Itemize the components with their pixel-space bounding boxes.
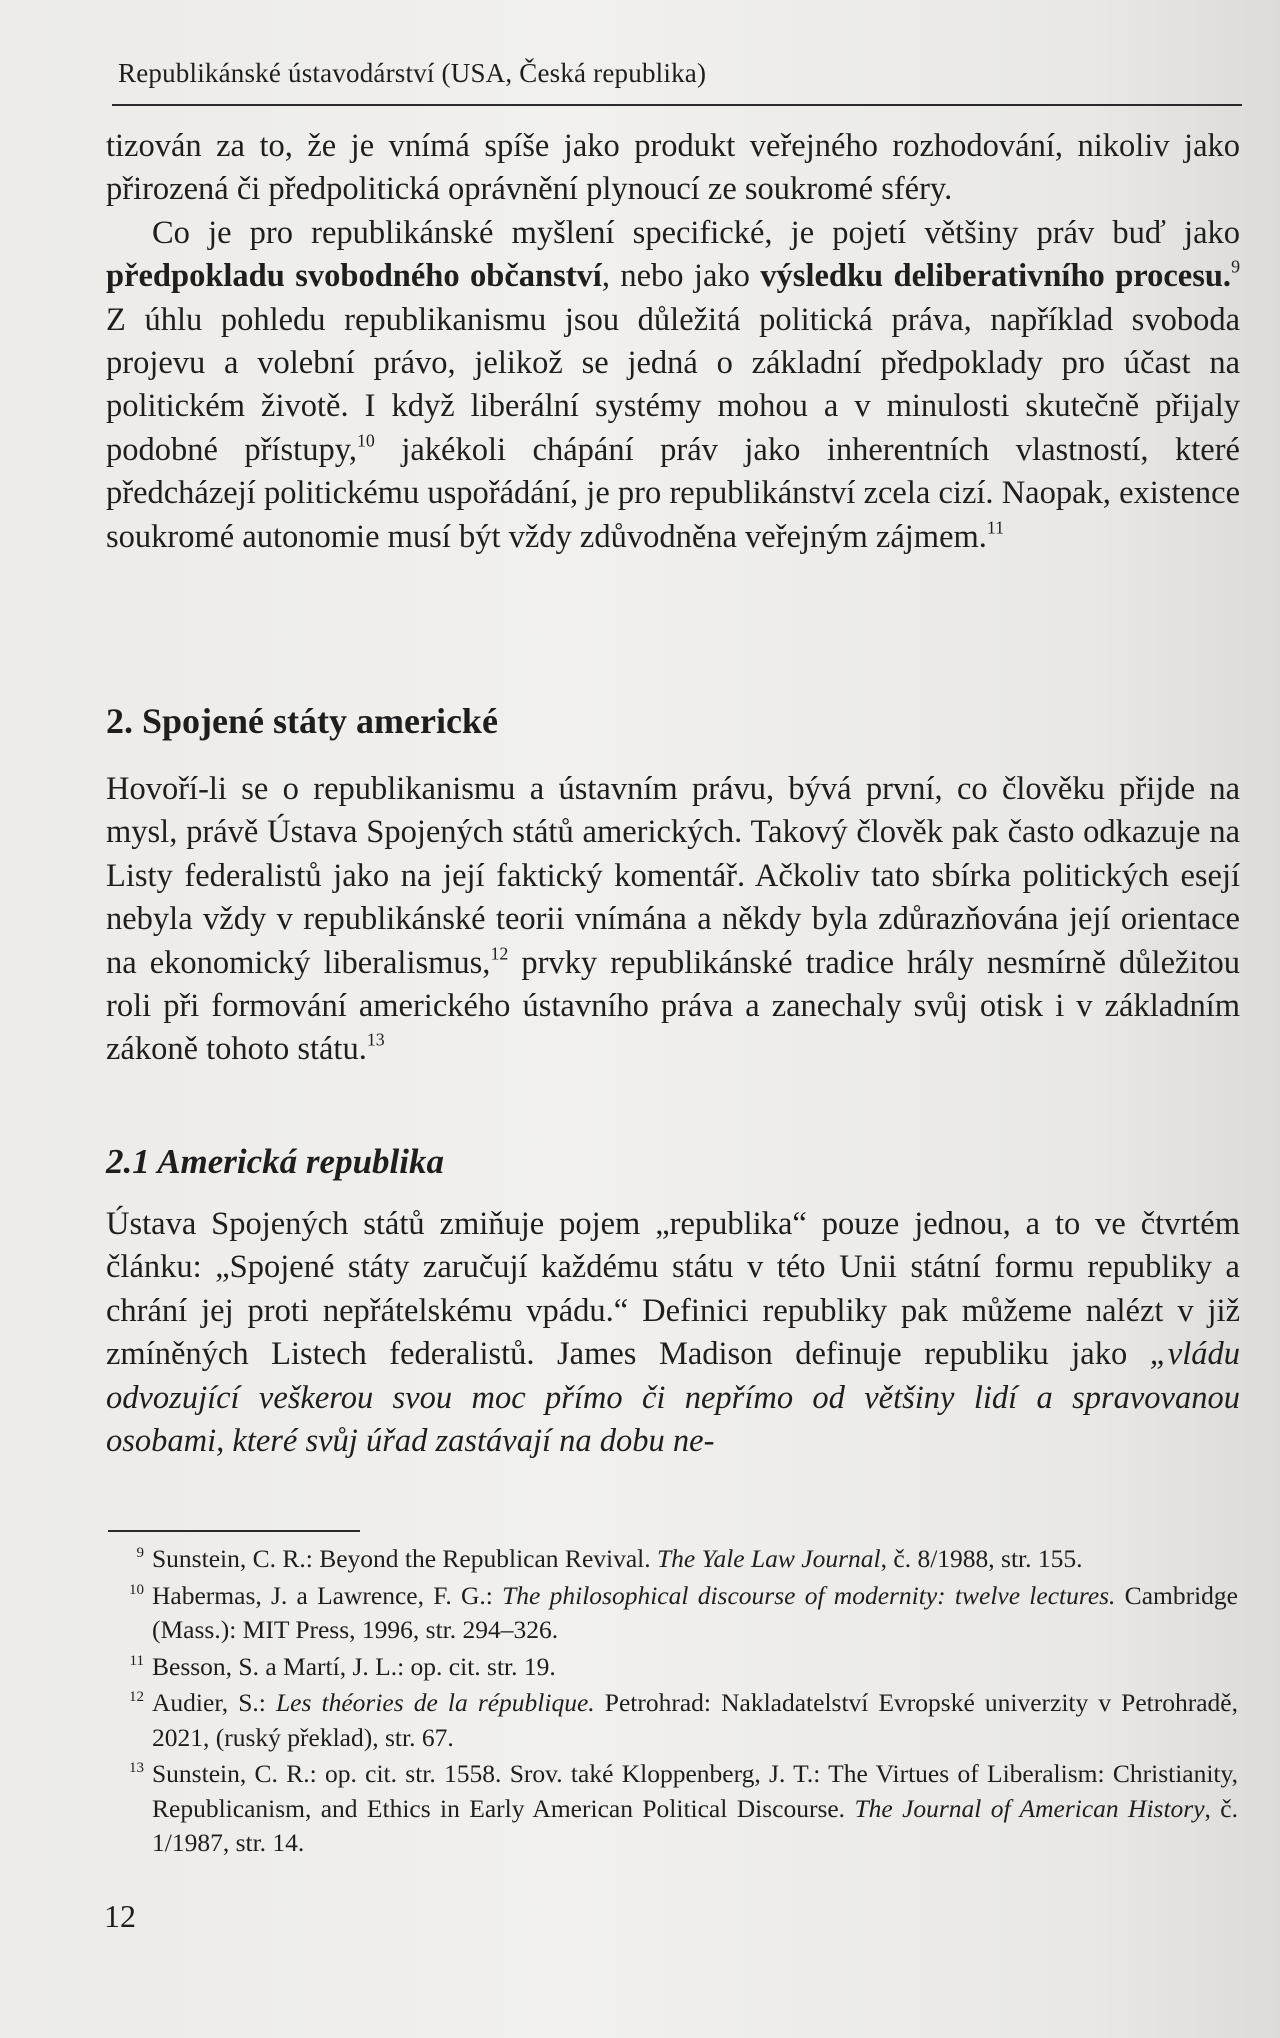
footnote-number: 9 [136, 1545, 144, 1561]
page-number: 12 [104, 1898, 136, 1934]
footnote-italic: Les théories de la république. [275, 1688, 595, 1717]
footnote-text: , č. 1/1987, str. 14. [152, 1793, 1238, 1857]
footnote-text: Cambridge (Mass.): MIT Press, 1996, str. 294–326. [152, 1580, 1238, 1644]
footnote-number: 11 [129, 1652, 144, 1669]
section-text [106, 768, 1240, 1072]
p2-text-3: Z úhlu pohledu republikanismu jsou důležitá politická práva, například svoboda projevu a volební právo, jelikož se jedná o základní předpoklady pro účast na politickém životě. I když liberální systémy mohou a v minulosti skutečně přijaly podobné přístupy, [106, 301, 1240, 468]
footnote-ref-9[interactable]: 9 [1231, 256, 1240, 277]
footnote-text: Habermas, J. a Lawrence, F. G.: [152, 1580, 503, 1610]
paragraph-us-constitution [106, 768, 1240, 1072]
subsection-text [106, 1203, 1240, 1463]
section-heading: 2. Spojené státy americké [106, 701, 498, 741]
ss-italic-quote: „vládu odvozující veškerou svou moc přímo či nepřímo od většiny lidí a spravovanou osobami, které svůj úřad zastávají na dobu ne- [106, 1336, 1240, 1460]
footnote-number: 12 [129, 1689, 144, 1705]
paragraph-republican-rights [106, 212, 1240, 559]
s-text-1: Hovoří-li se o republikanismu a ústavním právu, bývá první, co člověku přijde na mysl, právě Ústava Spojených států amerických. Takový člověk pak často odkazuje na Listy federalistů jako na její faktický komentář. Ačkoliv tato sbírka politických esejí nebyla vždy v republikánské teorii vnímána a někdy byla zdůrazňována její orientace na ekonomický liberalismus, [106, 771, 1240, 981]
running-head: Republikánské ústavodárství (USA, Česká republika) [118, 58, 707, 88]
footnote-italic: The Yale Law Journal [657, 1544, 881, 1573]
footnote-9 [108, 1542, 1238, 1577]
footnote-12 [108, 1686, 1238, 1755]
footnote-italic: The Journal of American History [854, 1793, 1205, 1823]
footnote-number: 10 [129, 1581, 144, 1598]
p2-text-4: jakékoli chápání práv jako inherentních vlastností, které předcházejí politickému uspořádání, je pro republikánství zcela cizí. Naopak, existence soukromé autonomie musí být vždy zdůvodněna veřejným zájmem. [106, 431, 1240, 555]
ss-text-1: Ústava Spojených států zmiňuje pojem „republika“ pouze jednou, a to ve čtvrtém článku: „Spojené státy zaručují každému státu v této Unii státní formu republiky a chrání jej proti nepřátelskému vpádu.“ Definici republiky pak můžeme nalézt v již zmíněných Listech federalistů. James Madison definuje republiku jako [106, 1206, 1240, 1373]
footnote-10 [108, 1579, 1238, 1648]
footnote-text: , č. 8/1988, str. 155. [880, 1544, 1083, 1573]
paragraph-american-republic [106, 1203, 1240, 1463]
footnote-text: Petrohrad: Nakladatelství Evropské univerzity v Petrohradě, 2021, (ruský překlad), str. 67. [152, 1688, 1238, 1752]
p2-bold-2: výsledku deliberativního procesu. [760, 258, 1232, 295]
footnote-text: Sunstein, C. R.: Beyond the Republican Revival. [152, 1544, 657, 1573]
footnote-11 [108, 1650, 1238, 1685]
footnote-ref-13[interactable]: 13 [366, 1030, 385, 1051]
footnotes [108, 1542, 1238, 1863]
paragraph-continued: tizován za to, že je vnímá spíše jako produkt veřejného rozhodování, nikoliv jako přirozená či předpolitická oprávnění plynoucí ze soukromé sféry. [106, 128, 1240, 208]
p2-text-2: , nebo jako [601, 258, 761, 295]
intro-text [106, 125, 1240, 559]
footnote-text: Audier, S.: [152, 1688, 276, 1717]
footnote-rule [108, 1530, 360, 1532]
footnote-ref-11[interactable]: 11 [986, 517, 1005, 538]
footnote-text: Sunstein, C. R.: op. cit. str. 1558. Srov. také Kloppenberg, J. T.: The Virtues of Liberalism: Christianity, Republicanism, and Ethics in Early American Political Discourse. [152, 1759, 1238, 1823]
s-text-2: prvky republikánské tradice hrály nesmírně důležitou roli při formování amerického ústavního práva a zanechaly svůj otisk i v základním zákoně tohoto státu. [106, 944, 1240, 1068]
footnote-13 [108, 1757, 1238, 1861]
footnote-ref-10[interactable]: 10 [356, 430, 375, 451]
footnote-italic: The philosophical discourse of modernity: twelve lectures. [502, 1580, 1116, 1610]
footnote-ref-12[interactable]: 12 [490, 943, 509, 964]
p2-bold-1: předpokladu svobodného občanství [106, 258, 602, 295]
subsection-heading: 2.1 Americká republika [106, 1142, 445, 1181]
p2-text-1: Co je pro republikánské myšlení specifické, je pojetí většiny práv buď jako [152, 214, 1240, 251]
footnote-number: 13 [129, 1760, 144, 1776]
header-rule [112, 104, 1242, 106]
footnote-text: Besson, S. a Martí, J. L.: op. cit. str. 19. [152, 1651, 556, 1681]
